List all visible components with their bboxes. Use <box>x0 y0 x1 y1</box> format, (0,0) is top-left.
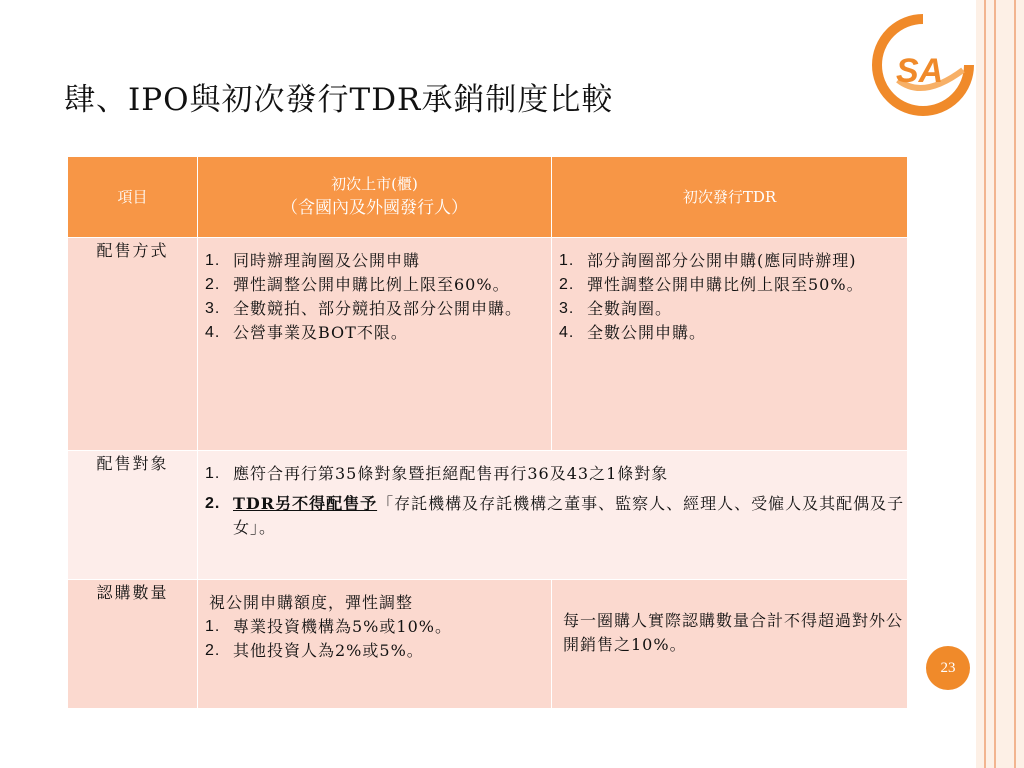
list-item: 1. 專業投資機構為5%或10%。 <box>205 617 452 636</box>
ipo-subscription-intro: 視公開申購額度，彈性調整 <box>209 593 414 612</box>
list-item: 1. 同時辦理詢圈及公開申購 <box>205 251 421 270</box>
list-item: 1. 應符合再行第35條對象暨拒絕配售再行36及43之1條對象 <box>205 464 669 483</box>
allotment-target-content <box>198 451 908 580</box>
table-header-row <box>68 157 908 238</box>
list-item: 2. TDR另不得配售予「存託機構及存託機構之董事、監察人、經理人、受僱人及其配偶及子女」。 <box>205 494 905 537</box>
ipo-allotment-method <box>198 238 552 451</box>
tdr-allotment-method <box>552 238 908 451</box>
row-label-subscription-amount: 認購數量 <box>68 580 198 709</box>
row-label-allotment-method: 配售方式 <box>68 238 198 451</box>
list-item: 4. 公營事業及BOT不限。 <box>205 323 408 342</box>
table-row <box>68 451 908 580</box>
company-logo <box>868 10 978 120</box>
header-item: 項目 <box>68 157 198 238</box>
comparison-table <box>67 156 908 709</box>
tdr-restriction-emphasis: TDR另不得配售予 <box>233 494 378 513</box>
list-item: 1. 部分詢圈部分公開申購(應同時辦理) <box>559 251 857 270</box>
page-number-badge: 23 <box>926 646 970 690</box>
list-item: 4. 全數公開申購。 <box>559 323 707 342</box>
list-item: 3. 全數詢圈。 <box>559 299 673 318</box>
table-row <box>68 580 908 709</box>
svg-text:SA: SA <box>896 52 944 90</box>
tdr-subscription-amount: 每一圈購人實際認購數量合計不得超過對外公開銷售之10%。 <box>552 580 908 709</box>
list-item: 2. 其他投資人為2%或5%。 <box>205 641 424 660</box>
header-ipo-line1: 初次上市(櫃) <box>331 175 418 193</box>
list-item: 2. 彈性調整公開申購比例上限至60%。 <box>205 275 510 294</box>
page-title: 肆、IPO與初次發行TDR承銷制度比較 <box>64 82 614 118</box>
decorative-stripes <box>976 0 1024 768</box>
header-tdr: 初次發行TDR <box>552 157 908 238</box>
header-ipo <box>198 157 552 238</box>
list-item: 2. 彈性調整公開申購比例上限至50%。 <box>559 275 864 294</box>
header-ipo-line2: （含國內及外國發行人） <box>281 197 468 218</box>
list-item: 3. 全數競拍、部分競拍及部分公開申購。 <box>205 299 523 318</box>
row-label-allotment-target: 配售對象 <box>68 451 198 580</box>
ipo-subscription-amount <box>198 580 552 709</box>
table-row <box>68 238 908 451</box>
